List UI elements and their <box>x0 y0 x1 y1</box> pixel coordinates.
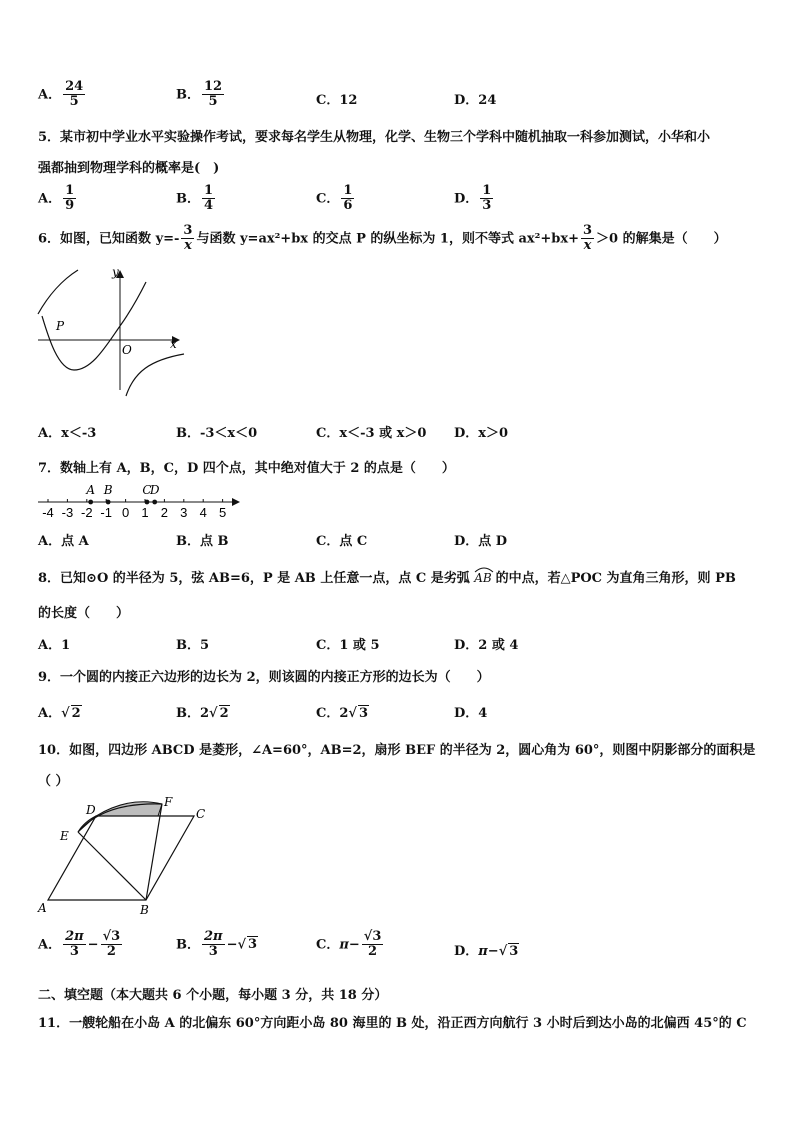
radicand: 2 <box>219 706 229 721</box>
q6-stem-part3: ＞0 的解集是（ ） <box>596 231 727 247</box>
q5-option-a <box>38 184 78 214</box>
q5-option-b <box>176 184 217 214</box>
label-e: E <box>60 829 69 843</box>
q9-option-d: D．4 <box>454 706 488 721</box>
number-line-tick-label: 5 <box>218 505 227 520</box>
q6-function-graph <box>34 266 194 406</box>
number-line-tick-label: 1 <box>141 505 149 520</box>
origin-label: O <box>122 343 132 357</box>
hyperbola-branch-left <box>38 270 78 314</box>
minus-sign: − <box>87 937 99 953</box>
fraction <box>202 80 224 110</box>
q10-stem-line2: （ ） <box>38 774 69 789</box>
q9-option-a <box>38 702 82 721</box>
q11-stem: 11．一艘轮船在小岛 A 的北偏东 60°方向距小岛 80 海里的 B 处，沿正西方向航行 3 小时后到达小岛的北偏西 45°的 C <box>38 1016 747 1031</box>
fraction <box>63 184 76 214</box>
denominator: 3 <box>482 198 492 214</box>
point-p-label: P <box>56 319 65 333</box>
q8-option-a: A．1 <box>38 638 71 653</box>
denominator: 4 <box>204 198 214 214</box>
q8-stem-part1: 8．已知⊙O 的半径为 5，弦 AB=6，P 是 AB 上任意一点，点 C 是劣弧 <box>38 571 470 586</box>
denominator: 2 <box>368 944 378 960</box>
option-label: A． <box>38 191 62 207</box>
number-line-point-a <box>88 500 93 505</box>
numerator: √3 <box>102 929 121 944</box>
numerator: 3 <box>583 223 593 238</box>
denominator: 5 <box>69 94 79 110</box>
numerator: 1 <box>204 183 214 198</box>
q5-stem-line1: 5．某市初中学业水平实验操作考试，要求每名学生从物理，化学、生物三个学科中随机抽取一科参加测试，小华和小 <box>38 130 711 145</box>
arc-label: AB <box>474 571 492 585</box>
denominator: 6 <box>343 198 353 214</box>
number-line-tick-label: 4 <box>199 505 207 520</box>
radicand: 2 <box>71 706 81 721</box>
q8-stem-part2: 的中点，若△POC 为直角三角形，则 PB <box>495 571 736 586</box>
option-label: B．2 <box>176 706 210 721</box>
q9-stem: 9．一个圆的内接正六边形的边长为 2，则该圆的内接正方形的边长为（ ） <box>38 670 490 685</box>
fraction <box>581 224 594 254</box>
q7-option-c: C．点 C <box>316 534 368 549</box>
number-line-point-label: B <box>103 483 113 497</box>
q8-option-b: B．5 <box>176 638 210 653</box>
fraction <box>362 930 384 960</box>
option-label: C． <box>316 191 340 207</box>
q6-option-d: D．x＞0 <box>454 426 509 441</box>
numerator: 24 <box>65 79 84 94</box>
arc-ab <box>474 571 495 585</box>
sqrt-icon: √ <box>61 706 70 721</box>
q5-option-c <box>316 184 356 214</box>
numerator: 12 <box>204 79 223 94</box>
q7-number-line <box>34 482 244 522</box>
q6-option-b: B．-3＜x＜0 <box>176 426 258 441</box>
numerator: 1 <box>482 183 492 198</box>
label-d: D <box>86 803 96 817</box>
q6-stem-part2: 与函数 y=ax²+bx 的交点 P 的纵坐标为 1，则不等式 ax²+bx+ <box>196 231 579 247</box>
denominator: 3 <box>69 944 79 960</box>
fraction <box>63 930 86 960</box>
q6-stem <box>38 224 727 254</box>
option-label: A． <box>38 937 62 953</box>
denominator: 2 <box>106 944 116 960</box>
number-line-point-label: A <box>86 483 96 497</box>
number-line-tick-label: 3 <box>180 505 188 520</box>
option-label: B． <box>176 191 200 207</box>
denominator: x <box>583 238 592 254</box>
minus-sign: − <box>487 944 499 959</box>
number-line-point-label: C <box>142 483 152 497</box>
fraction <box>63 80 85 110</box>
option-label: C． <box>316 937 340 953</box>
q8-option-c: C．1 或 5 <box>316 638 380 653</box>
q10-option-a <box>38 930 124 960</box>
denominator: 3 <box>208 944 218 960</box>
q6-stem-part1: 6．如图，已知函数 y=- <box>38 231 180 247</box>
x-axis-label: x <box>170 337 177 351</box>
section-heading-fill-in: 二、填空题（本大题共 6 个小题，每小题 3 分，共 18 分） <box>38 988 388 1003</box>
q7-option-d: D．点 D <box>454 534 508 549</box>
option-label: B． <box>176 87 200 103</box>
minus-sign: − <box>348 937 360 953</box>
option-label: A． <box>38 87 62 103</box>
q9-option-c <box>316 702 369 721</box>
number-line-point-c <box>145 500 150 505</box>
arc-icon <box>473 565 495 573</box>
denominator: x <box>184 238 192 254</box>
rhombus-abcd <box>48 816 194 900</box>
hyperbola-branch-right <box>126 354 184 396</box>
fraction <box>181 224 194 254</box>
pi-symbol: π <box>339 937 349 953</box>
sqrt-icon: √ <box>209 706 218 721</box>
sqrt-icon: √ <box>348 706 357 721</box>
number-line-arrow-icon <box>232 498 240 506</box>
number-line-tick-label: 2 <box>160 505 169 520</box>
number-line-tick-label: -1 <box>100 505 112 520</box>
number-line-tick-label: 0 <box>121 505 130 520</box>
label-f: F <box>164 795 173 809</box>
radicand: 3 <box>248 937 258 953</box>
minus-sign: − <box>226 937 238 953</box>
q8-stem-line2: 的长度（ ） <box>38 606 130 621</box>
q7-stem: 7．数轴上有 A，B，C，D 四个点，其中绝对值大于 2 的点是（ ） <box>38 461 455 476</box>
number-line-tick-label: -3 <box>61 505 74 520</box>
number-line-tick-label: -2 <box>81 505 93 520</box>
number-line-point-d <box>152 500 157 505</box>
number-line-point-label: D <box>149 483 160 497</box>
numerator: 3 <box>183 223 193 238</box>
q6-option-c: C．x＜-3 或 x＞0 <box>316 426 427 441</box>
option-label: B． <box>176 937 200 953</box>
q9-option-b <box>176 702 230 721</box>
q5-option-d <box>454 184 495 214</box>
numerator: 1 <box>65 183 75 198</box>
y-axis-label: y <box>112 266 119 279</box>
sqrt-icon: √ <box>237 937 247 953</box>
q10-option-d <box>454 940 519 959</box>
sqrt-icon: √ <box>498 944 508 959</box>
denominator: 9 <box>65 198 75 214</box>
option-label: A． <box>38 706 62 721</box>
numerator: 2π <box>204 929 223 944</box>
numerator: 1 <box>343 183 353 198</box>
fraction <box>202 184 215 214</box>
q7-option-b: B．点 B <box>176 534 229 549</box>
q5-stem-line2: 强都抽到物理学科的概率是( ) <box>38 161 220 176</box>
q8-stem-line1 <box>38 567 736 586</box>
q6-option-a: A．x＜-3 <box>38 426 97 441</box>
numerator: √3 <box>363 929 382 944</box>
denominator: 5 <box>208 94 218 110</box>
fraction <box>202 930 225 960</box>
q10-rhombus-diagram <box>34 794 214 920</box>
q7-option-a: A．点 A <box>38 534 89 549</box>
q8-option-d: D．2 或 4 <box>454 638 519 653</box>
q10-option-b <box>176 930 258 960</box>
label-c: C <box>196 807 206 821</box>
q4-option-a <box>38 80 87 110</box>
segment-be <box>78 832 146 900</box>
q10-option-c <box>316 930 385 960</box>
q4-option-c: C．12 <box>316 93 358 108</box>
option-label: D． <box>454 191 479 207</box>
fraction <box>480 184 493 214</box>
q4-option-b <box>176 80 226 110</box>
label-b: B <box>140 903 149 917</box>
number-line-tick-label: -4 <box>42 505 54 520</box>
fraction <box>101 930 123 960</box>
pi-symbol: π <box>478 944 488 959</box>
numerator: 2π <box>65 929 84 944</box>
fraction <box>341 184 354 214</box>
q10-stem-line1: 10．如图，四边形 ABCD 是菱形，∠A=60°，AB=2，扇形 BEF 的半径为 2，圆心角为 60°，则图中阴影部分的面积是 <box>38 743 756 758</box>
radicand: 3 <box>509 944 519 959</box>
radicand: 3 <box>358 706 368 721</box>
q4-option-d: D．24 <box>454 93 497 108</box>
label-a: A <box>38 901 47 915</box>
number-line-point-b <box>106 500 111 505</box>
option-label: D． <box>454 944 479 959</box>
option-label: C．2 <box>316 706 349 721</box>
